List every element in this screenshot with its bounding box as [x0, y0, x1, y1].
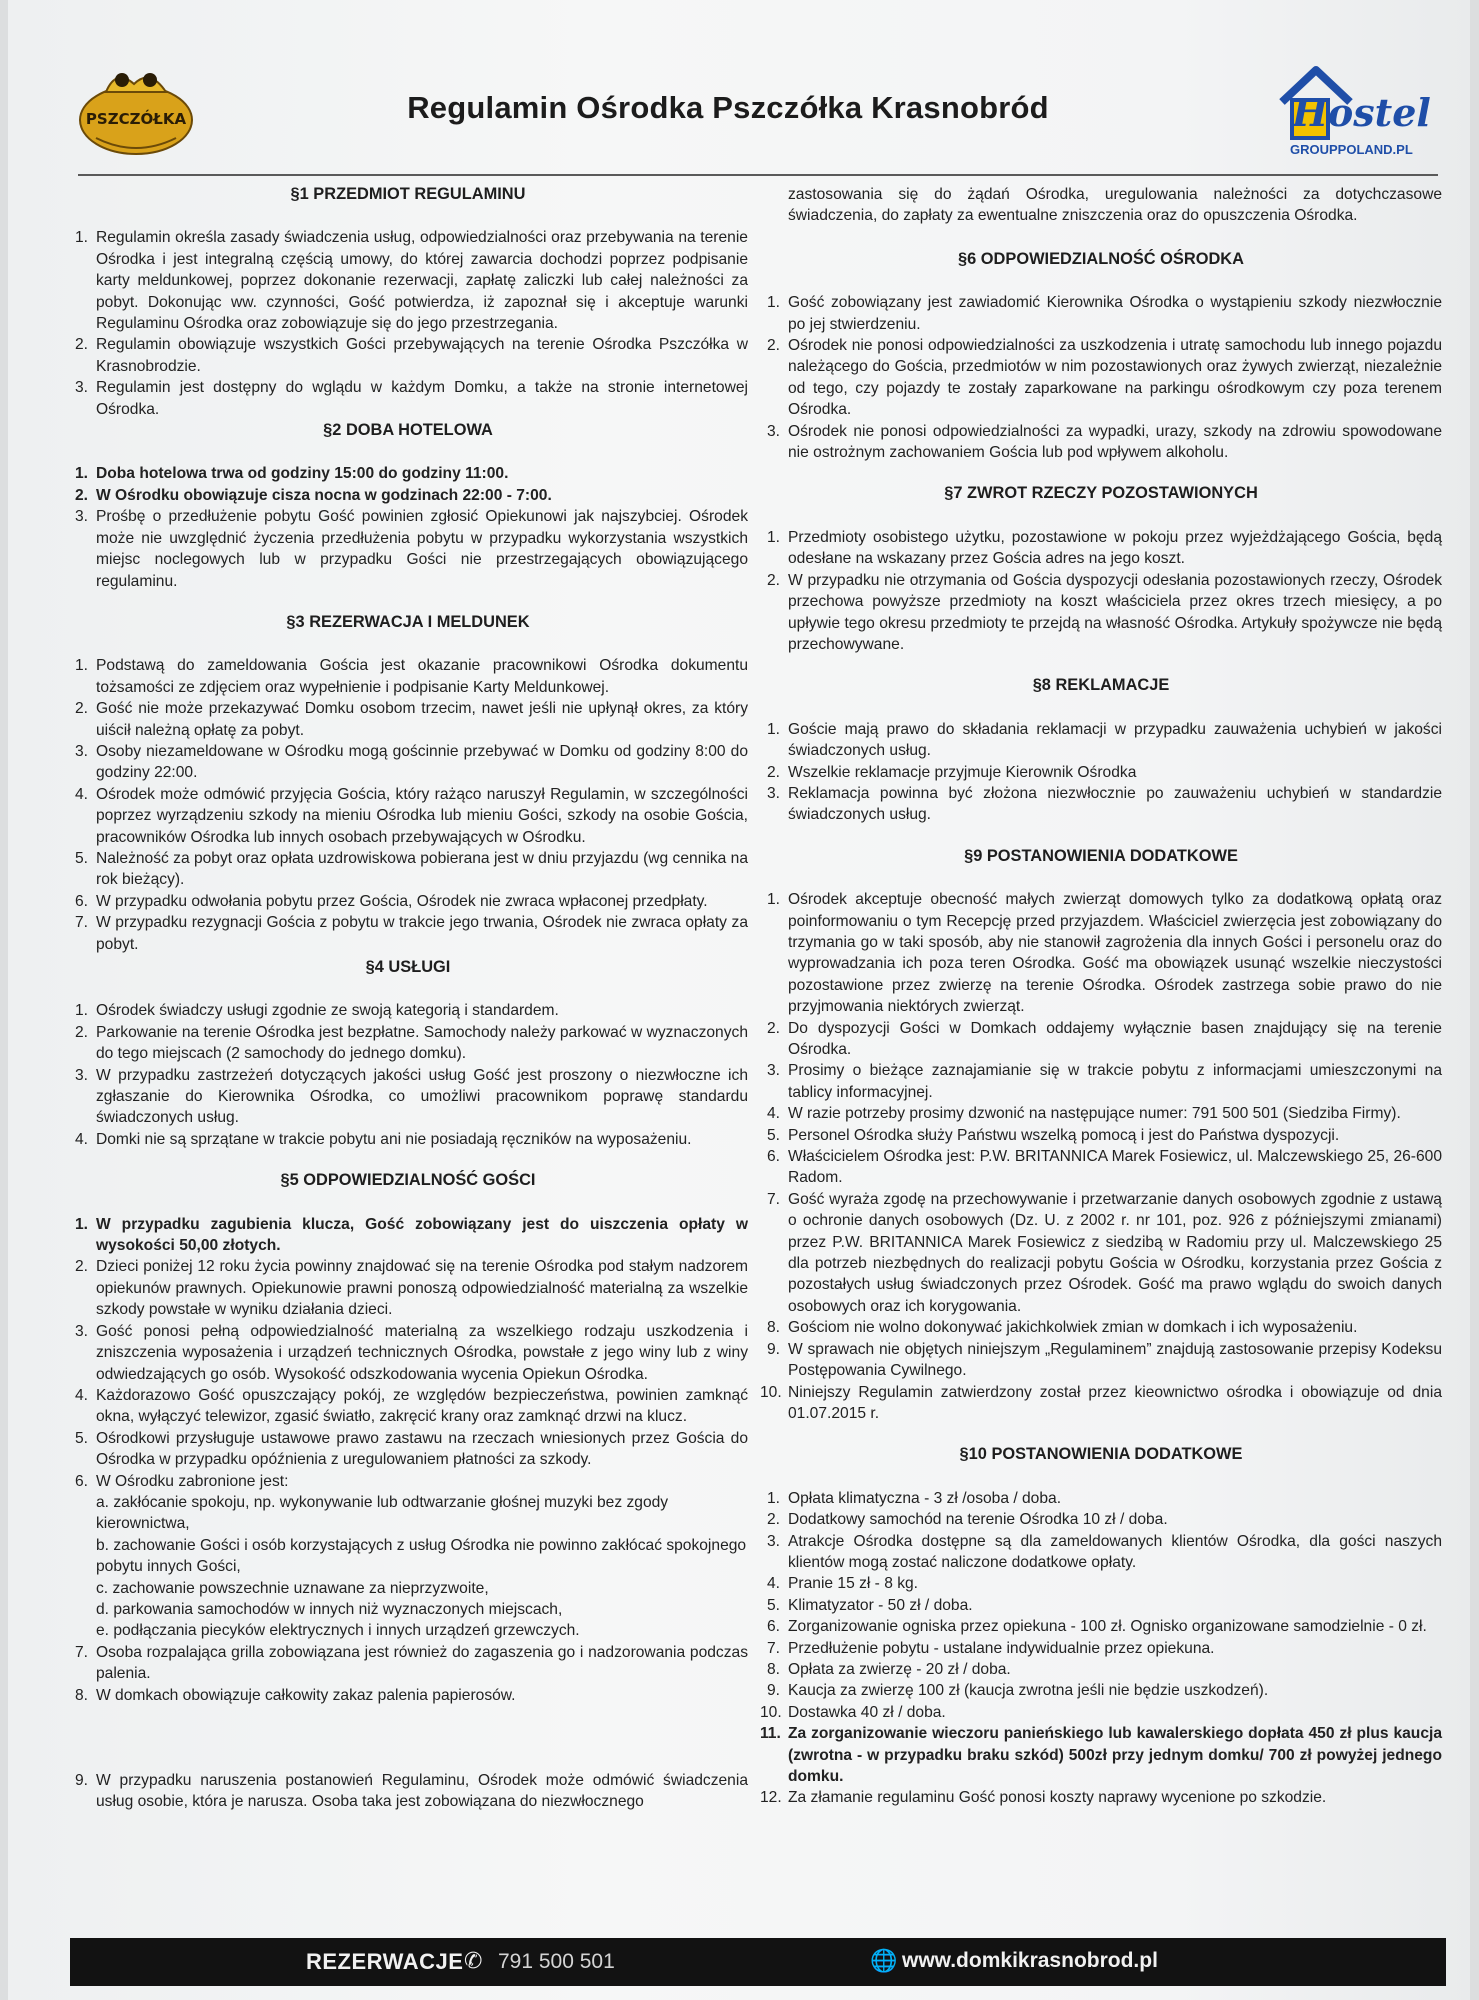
header-divider [78, 174, 1438, 176]
list-item: 1. Opłata klimatyczna - 3 zł /osoba / doba. [766, 1489, 1062, 1507]
list-item: 1. Doba hotelowa trwa od godziny 15:00 do godziny 11:00. [74, 465, 509, 483]
continuation-text: zastosowania się do żądań Ośrodka, uregulowania należności za dotychczasowe świadczenia, do zapłaty za ewentualne zniszczenia oraz do opuszczenia Ośrodka. [788, 186, 1442, 225]
section-title: §4 USŁUGI [365, 958, 451, 976]
sub-item: a. zakłócanie spokoju, np. wykonywanie lub odtwarzanie głośnej muzyki bez zgody kierownictwa, [96, 1493, 669, 1533]
list-item: 2. Dodatkowy samochód na terenie Ośrodka 10 zł / doba. [766, 1511, 1168, 1529]
website-link[interactable]: www.domkikrasnobrod.pl [902, 1949, 1158, 1972]
hostel-logo [1276, 62, 1436, 162]
list-item: 2. Parkowanie na terenie Ośrodka jest bezpłatne. Samochody należy parkować w wyznaczonych do tego miejscach (2 samochody do jednego domku). [74, 1023, 748, 1063]
sub-item: b. zachowanie Gości i osób korzystających z usług Ośrodka nie powinno zakłócać spokojnego pobytu innych Gości, [96, 1536, 747, 1576]
section-title: §6 ODPOWIEDZIALNOŚĆ OŚRODKA [958, 249, 1244, 268]
reservation-label: REZERWACJE [306, 1949, 464, 1974]
list-item: 1. W przypadku zagubienia klucza, Gość zobowiązany jest do uiszczenia opłaty w wysokości 50,00 złotych. [74, 1215, 748, 1255]
logo-left-text: PSZCZÓŁKA [85, 110, 187, 128]
section-list [68, 1000, 748, 1150]
list-item: 12. Za złamanie regulaminu Gość ponosi koszty naprawy wycenione po szkodzie. [760, 1789, 1327, 1807]
list-item: 4. Domki nie są sprzątane w trakcie pobytu ani nie posiadają ręczników na wyposażeniu. [74, 1130, 692, 1148]
list-item: 5. Należność za pobyt oraz opłata uzdrowiskowa pobierana jest w dniu przyjazdu (wg cennika na rok bieżący). [74, 849, 748, 889]
list-item: 6. W przypadku odwołania pobytu przez Gościa, Ośrodek nie zwraca wpłaconej przedpłaty. [74, 892, 708, 910]
list-item: 8. Opłata za zwierzę - 20 zł / doba. [766, 1660, 1011, 1678]
list-item: 3. Prosimy o bieżące zaznajamianie się w trakcie pobytu z informacjami umieszczonymi na tablicy informacyjnej. [766, 1062, 1442, 1101]
pszczolka-logo [76, 62, 196, 158]
section-list [760, 292, 1442, 463]
list-item: 2. W Ośrodku obowiązuje cisza nocna w godzinach 22:00 - 7:00. [74, 486, 552, 504]
list-item: 4. Każdorazowo Gość opuszczający pokój, ze względów bezpieczeństwa, powinien zamknąć okna, wyłączyć telewizor, zgasić światło, zakręcić krany oraz zamknąć drzwi na klucz. [74, 1386, 748, 1426]
list-item: 10. Dostawka 40 zł / doba. [760, 1703, 946, 1721]
section-title: §1 PRZEDMIOT REGULAMINU [290, 185, 526, 203]
list-item: 1. Przedmioty osobistego użytku, pozostawione w pokoju przez wyjeżdżającego Gościa, będą odesłane na wskazany przez Gościa adres na jego koszt. [766, 528, 1442, 568]
list-item: 8. Gościom nie wolno dokonywać jakichkolwiek zmian w domkach i ich wyposażeniu. [766, 1319, 1358, 1337]
section-list [760, 719, 1442, 826]
list-item: 7. Gość wyraża zgodę na przechowywanie i przetwarzanie danych osobowych zgodnie z ustawą o ochronie danych osobowych (Dz. U. z 2002 r. nr 101, poz. 926 z późniejszymi zmianami) przez P.W. BRITANNICA Marek Fosiewicz z siedzibą w Radomiu przy ul. Malczewskiego 25 dla potrzeb niezbędnych do realizacji pobytu Gościa w Ośrodku, korzystania przez Gościa z pozostałych usług świadczonych przez Ośrodek. Gość ma prawo wglądu do swoich danych osobowych oraz ich korygowania. [766, 1190, 1442, 1315]
list-item: 1. Ośrodek akceptuje obecność małych zwierząt domowych tylko za dodatkową opłatą oraz poinformowaniu o tym Recepcję przed przyjazdem. Właściciel zwierzęcia jest zobowiązany do trzymania go w taki sposób, aby nie stanowił zagrożenia dla innych Gości i personelu oraz do wyprowadzania ich poza teren Ośrodka. Gość ma obowiązek usunąć wszelkie nieczystości pozostawione przez zwierzę na terenie Ośrodka. Ośrodek zastrzega sobie prawo do nie przyjmowania niektórych zwierząt. [766, 891, 1442, 1016]
section-title: §3 REZERWACJA I MELDUNEK [286, 612, 530, 631]
list-item: 2. Gość nie może przekazywać Domku osobom trzecim, nawet jeśli nie upłynął okres, za który uiścił należną opłatę za pobyt. [74, 700, 748, 739]
section-title: §9 POSTANOWIENIA DODATKOWE [964, 846, 1238, 865]
section-list [760, 1488, 1442, 1809]
list-item: 9. Kaucja za zwierzę 100 zł (kaucja zwrotna jeśli nie będzie uszkodzeń). [766, 1682, 1269, 1700]
list-item: 1. Ośrodek świadczy usługi zgodnie ze swoją kategorią i standardem. [74, 1002, 559, 1020]
sub-item: d. parkowania samochodów w innych niż wyznaczonych miejscach, [96, 1600, 563, 1618]
list-item: 1. Gość zobowiązany jest zawiadomić Kierownika Ośrodka o wystąpieniu szkody niezwłocznie po jej stwierdzeniu. [766, 294, 1442, 333]
section-title: §8 REKLAMACJE [1032, 676, 1170, 695]
sub-item: c. zachowanie powszechnie uznawane za nieprzyzwoite, [96, 1579, 489, 1597]
list-item: 4. W razie potrzeby prosimy dzwonić na następujące numer: 791 500 501 (Siedziba Firmy). [766, 1105, 1401, 1123]
list-item: 1. Regulamin określa zasady świadczenia usług, odpowiedzialności oraz przebywania na terenie Ośrodka i jest integralną częścią umowy, do której zawarcia dochodzi poprzez podpisanie karty meldunkowej, poprzez dokonanie rezerwacji, zapłatę zaliczki lub całej należności za pobyt. Dokonując ww. czynności, Gość potwierdza, iż zapoznał się i akceptuje warunki Regulaminu Ośrodka oraz zobowiązuje się do jego przestrzegania. [74, 229, 748, 333]
list-item: 2. Regulamin obowiązuje wszystkich Gości przebywających na terenie Ośrodka Pszczółka w Krasnobrodzie. [74, 336, 748, 375]
list-item: 11. Za zorganizowanie wieczoru panieńskiego lub kawalerskiego dopłata 450 zł plus kaucja (zwrotna - w przypadku braku szkód) 500zł przy jednym domku/ 700 zł powyżej jednego domku. [760, 1725, 1442, 1785]
list-item: 2. Do dyspozycji Gości w Domkach oddajemy wyłącznie basen znajdujący się na terenie Ośrodka. [766, 1019, 1442, 1058]
document-page [8, 0, 1470, 2000]
right-column [760, 184, 1442, 1809]
logo-right-sub: GROUPPOLAND.PL [1290, 142, 1413, 157]
list-item: 4. Pranie 15 zł - 8 kg. [766, 1575, 919, 1593]
list-item: 6. Zorganizowanie ogniska przez opiekuna - 100 zł. Ognisko organizowane samodzielnie - 0 zł. [766, 1618, 1427, 1636]
list-item: 9. W sprawach nie objętych niniejszym „Regulaminem” znajdują zastosowanie przepisy Kodeksu Postępowania Cywilnego. [766, 1340, 1442, 1380]
section-title: §7 ZWROT RZECZY POZOSTAWIONYCH [944, 484, 1258, 503]
section-list [760, 889, 1442, 1424]
list-item: 1. Goście mają prawo do składania reklamacji w przypadku zauważenia uchybień w jakości świadczonych usług. [766, 720, 1442, 760]
list-item: 9. W przypadku naruszenia postanowień Regulaminu, Ośrodek może odmówić świadczenia usług osobie, która je narusza. Osoba taka jest zobowiązana do niezwłocznego [74, 1772, 748, 1811]
globe-icon: 🌐 [870, 1948, 898, 1973]
list-item: 3. Reklamacja powinna być złożona niezwłocznie po zauważeniu uchybień w standardzie świadczonych usług. [766, 784, 1442, 824]
phone-icon: ✆ [464, 1948, 483, 1973]
sub-list [96, 1492, 748, 1642]
list-item: 2. Wszelkie reklamacje przyjmuje Kierownik Ośrodka [766, 763, 1137, 781]
logo-right-word: Hostel [1292, 90, 1431, 135]
list-item: 3. Osoby niezameldowane w Ośrodku mogą gościnnie przebywać w Domku od godziny 8:00 do godziny 22:00. [74, 742, 748, 782]
left-column [68, 184, 748, 1813]
list-item: 5. Ośrodkowi przysługuje ustawowe prawo zastawu na rzeczach wniesionych przez Gościa do Ośrodka w przypadku opóźnienia z uregulowaniem płatności za szkody. [74, 1429, 748, 1469]
list-item: 3. Gość ponosi pełną odpowiedzialność materialną za wszelkiego rodzaju uszkodzenia i zniszczenia wyposażenia i urządzeń technicznych Ośrodka, powstałe z jego winy lub z winy odwiedzających go osób. Wysokość odszkodowania wycenia Opiekun Ośrodka. [74, 1322, 748, 1383]
section-title: §10 POSTANOWIENIA DODATKOWE [959, 1445, 1243, 1464]
section-title: §5 ODPOWIEDZIALNOŚĆ GOŚCI [280, 1171, 536, 1190]
list-item: 3. Atrakcje Ośrodka dostępne są dla zameldowanych klientów Ośrodka, dla gości naszych klientów mogą zostać naliczone dodatkowe opłaty. [766, 1532, 1442, 1571]
list-item: 2. Dzieci poniżej 12 roku życia powinny znajdować się na terenie Ośrodka pod stałym nadzorem opiekunów prawnych. Opiekunowie prawni ponoszą odpowiedzialność materialną za wszelkie szkody powstałe w wyniku działania dzieci. [74, 1258, 748, 1319]
list-item: 4. Ośrodek może odmówić przyjęcia Gościa, który rażąco naruszył Regulamin, w szczególności poprzez wyrządzeniu szkody na mieniu Ośrodka lub mieniu Gości, szkody na osobie Gościa, pracowników Ośrodka lub innych osobach przebywających w Ośrodku. [74, 785, 748, 846]
list-item: 3. W przypadku zastrzeżeń dotyczących jakości usług Gość jest proszony o niezwłoczne ich zgłaszanie do Kierownika Ośrodka, co umożliwi pracownikom poprawę standardu świadczonych usług. [74, 1066, 748, 1127]
section-list [68, 227, 748, 420]
list-item: 7. W przypadku rezygnacji Gościa z pobytu w trakcie jego trwania, Ośrodek nie zwraca opłaty za pobyt. [74, 914, 748, 953]
list-item: 3. Prośbę o przedłużenie pobytu Gość powinien zgłosić Opiekunowi jak najszybciej. Ośrodek może nie uwzględnić życzenia przedłużenia pobytu w przypadku wykorzystania wszystkich miejsc noclegowych lub w przypadku Gości nie przestrzegających obowiązującego regulaminu. [74, 508, 748, 590]
list-item: 1. Podstawą do zameldowania Gościa jest okazanie pracownikowi Ośrodka dokumentu tożsamości ze zdjęciem oraz wypełnienie i podpisanie Karty Meldunkowej. [74, 657, 748, 696]
list-item: 5. Personel Ośrodka służy Państwu wszelką pomocą i jest do Państwa dyspozycji. [766, 1126, 1340, 1144]
list-item: 2. Ośrodek nie ponosi odpowiedzialności za uszkodzenia i utratę samochodu lub innego pojazdu należącego do Gościa, przedmiotów w nim pozostawionych oraz żywych zwierząt, niezależnie od tego, czy pojazdy te zostały zaparkowane na parkingu ośrodkowym czy poza terenem Ośrodka. [766, 337, 1442, 419]
list-item: 8. W domkach obowiązuje całkowity zakaz palenia papierosów. [74, 1686, 516, 1704]
section-list [68, 1214, 748, 1813]
section-list [760, 527, 1442, 655]
page-title: Regulamin Ośrodka Pszczółka Krasnobród [407, 90, 1049, 125]
list-item: 7. Osoba rozpalająca grilla zobowiązana jest również do zagaszenia go i nadzorowania podczas palenia. [74, 1643, 748, 1683]
header [8, 0, 1470, 180]
section-list [68, 655, 748, 955]
sub-item: e. podłączania piecyków elektrycznych i innych urządzeń grzewczych. [96, 1622, 580, 1640]
list-item: 6. W Ośrodku zabronione jest: a. zakłócanie spokoju, np. wykonywanie lub odtwarzanie głośnej muzyki bez zgody kierownictwa, b. zachowanie Gości i osób korzystających z usług Ośrodka nie powinno zakłócać spokojnego pobytu innych Gości, c. zachowanie powszechnie uznawane za nieprzyzwoite, d. parkowania samochodów w innych niż wyznaczonych miejscach, e. podłączania piecyków elektrycznych i innych urządzeń grzewczych. [68, 1471, 748, 1642]
list-item: 3. Regulamin jest dostępny do wglądu w każdym Domku, a także na stronie internetowej Ośrodka. [74, 379, 748, 418]
list-item: 7. Przedłużenie pobytu - ustalane indywidualnie przez opiekuna. [766, 1639, 1215, 1657]
list-item: 6. Właścicielem Ośrodka jest: P.W. BRITANNICA Marek Fosiewicz, ul. Malczewskiego 25, 26-600 Radom. [766, 1148, 1442, 1187]
section-list [68, 463, 748, 591]
list-item: 10. Niniejszy Regulamin zatwierdzony został przez kieownictwo ośrodka i obowiązuje od dnia 01.07.2015 r. [760, 1383, 1442, 1422]
section-title: §2 DOBA HOTELOWA [323, 421, 493, 440]
footer-bar [70, 1938, 1446, 1986]
phone-number[interactable]: 791 500 501 [498, 1950, 615, 1973]
list-item: 5. Klimatyzator - 50 zł / doba. [766, 1596, 973, 1614]
list-item: 3. Ośrodek nie ponosi odpowiedzialności za wypadki, urazy, szkody na zdrowiu spowodowane nie ostrożnym zachowaniem Gościa lub pod wpływem alkoholu. [766, 422, 1442, 462]
list-item: 2. W przypadku nie otrzymania od Gościa dyspozycji odesłania pozostawionych rzeczy, Ośrodek przechowa powyższe przedmioty na koszt właściciela przez okres trzech miesięcy, a po upływie tego okresu przedmioty te przejdą na własność Ośrodka. Artykuły spożywcze nie będą przechowywane. [766, 571, 1442, 653]
